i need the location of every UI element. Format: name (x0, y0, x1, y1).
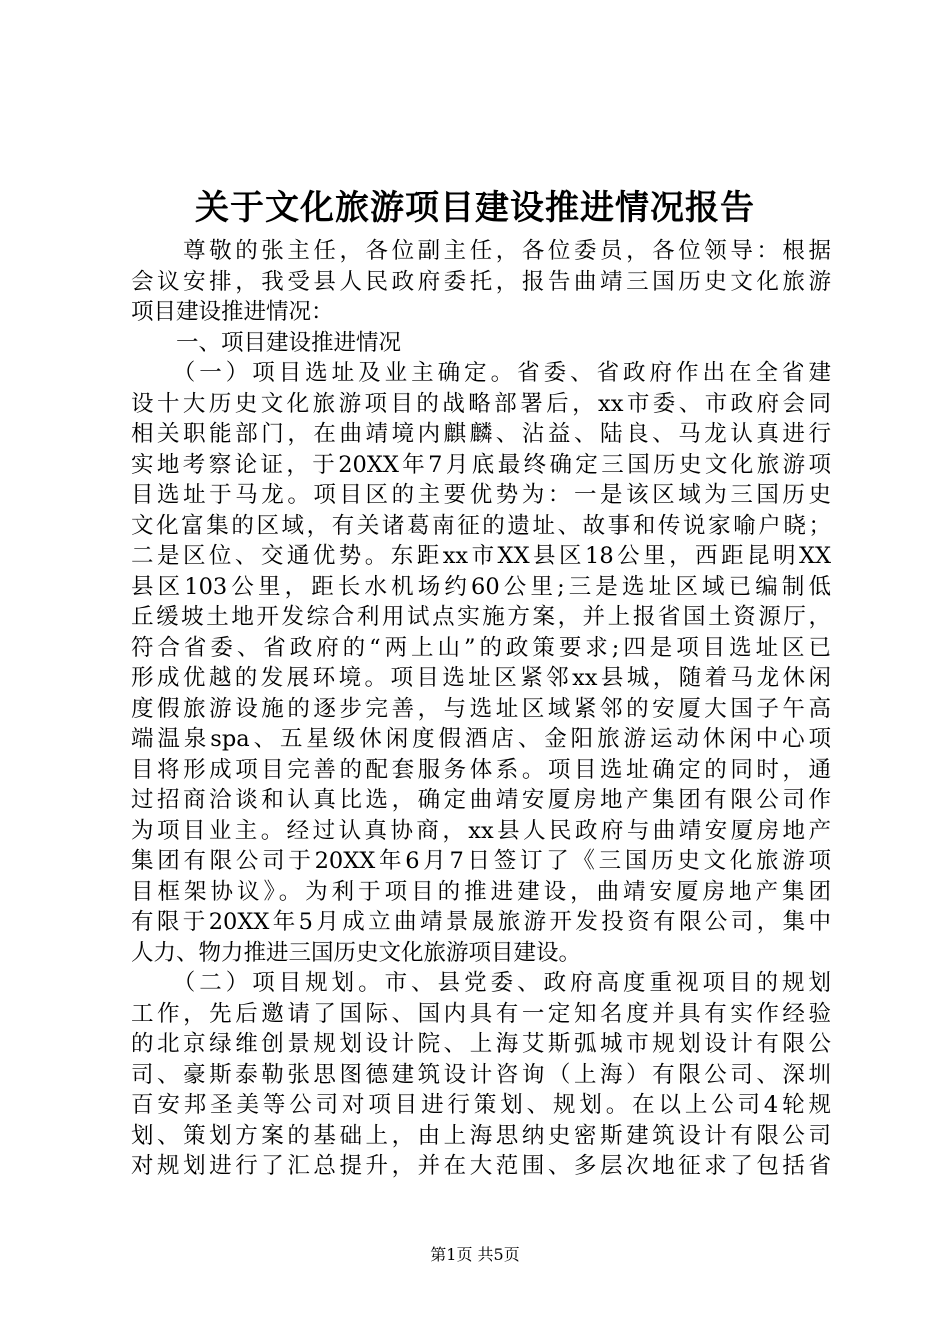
text-line: （二）项目规划。市、县党委、政府高度重视项目的规划 (131, 970, 831, 996)
text-line: 百安邦圣美等公司对项目进行策划、规划。在以上公司4轮规 (131, 1092, 831, 1118)
text-line: 有限于20XX年5月成立曲靖景晟旅游开发投资有限公司，集中 (131, 909, 831, 935)
text-line: 人力、物力推进三国历史文化旅游项目建设。 (131, 939, 582, 966)
text-line: 二是区位、交通优势。东距xx市XX县区18公里，西距昆明XX (131, 543, 831, 569)
text-line: 度假旅游设施的逐步完善，与选址区域紧邻的安厦大国子午高 (131, 695, 831, 722)
text-line: 形成优越的发展环境。项目选址区紧邻xx县城，随着马龙休闲 (131, 665, 831, 691)
text-line: 丘缓坡土地开发综合利用试点实施方案，并上报省国土资源厅， (131, 604, 831, 630)
text-line: 文化富集的区域，有关诸葛南征的遗址、故事和传说家喻户晓； (131, 512, 831, 539)
text-line: 一、项目建设推进情况 (131, 329, 402, 356)
text-line: 项目建设推进情况： (131, 299, 334, 325)
text-line: 目框架协议》。为利于项目的推进建设，曲靖安厦房地产集团 (131, 878, 831, 905)
text-line: 划、策划方案的基础上，由上海思纳史密斯建筑设计有限公司 (131, 1122, 831, 1149)
text-line: 司、豪斯泰勒张思图德建筑设计咨询（上海）有限公司、深圳 (131, 1061, 831, 1088)
document-body (131, 236, 831, 1182)
text-line: 实地考察论证，于20XX年7月底最终确定三国历史文化旅游项 (131, 451, 831, 478)
text-line: 工作，先后邀请了国际、国内具有一定知名度并具有实作经验 (131, 1000, 831, 1027)
text-line: 相关职能部门，在曲靖境内麒麟、沾益、陆良、马龙认真进行 (131, 421, 831, 447)
text-line: 为项目业主。经过认真协商，xx县人民政府与曲靖安厦房地产 (131, 817, 831, 844)
text-line: 集团有限公司于20XX年6月7日签订了《三国历史文化旅游项 (131, 848, 831, 874)
text-line: 端温泉spa、五星级休闲度假酒店、金阳旅游运动休闲中心项 (131, 726, 831, 752)
text-line: 目将形成项目完善的配套服务体系。项目选址确定的同时，通 (131, 756, 831, 783)
text-line: （一）项目选址及业主确定。省委、省政府作出在全省建 (131, 360, 831, 386)
text-line: 会议安排，我受县人民政府委托，报告曲靖三国历史文化旅游 (131, 268, 831, 295)
text-line: 符合省委、省政府的“两上山”的政策要求;四是项目选址区已 (131, 634, 831, 661)
text-line: 设十大历史文化旅游项目的战略部署后，xx市委、市政府会同 (131, 390, 831, 417)
text-line: 过招商洽谈和认真比选，确定曲靖安厦房地产集团有限公司作 (131, 787, 831, 813)
text-line: 尊敬的张主任，各位副主任，各位委员，各位领导：根据 (131, 238, 831, 264)
text-line: 对规划进行了汇总提升，并在大范围、多层次地征求了包括省 (131, 1153, 831, 1179)
text-line: 的北京绿维创景规划设计院、上海艾斯弧城市规划设计有限公 (131, 1031, 831, 1057)
document-title: 关于文化旅游项目建设推进情况报告 (195, 188, 755, 228)
text-line: 目选址于马龙。项目区的主要优势为：一是该区域为三国历史 (131, 482, 831, 508)
text-line: 县区103公里，距长水机场约60公里;三是选址区域已编制低 (131, 573, 831, 600)
page-footer: 第1页 共5页 (430, 1245, 520, 1264)
